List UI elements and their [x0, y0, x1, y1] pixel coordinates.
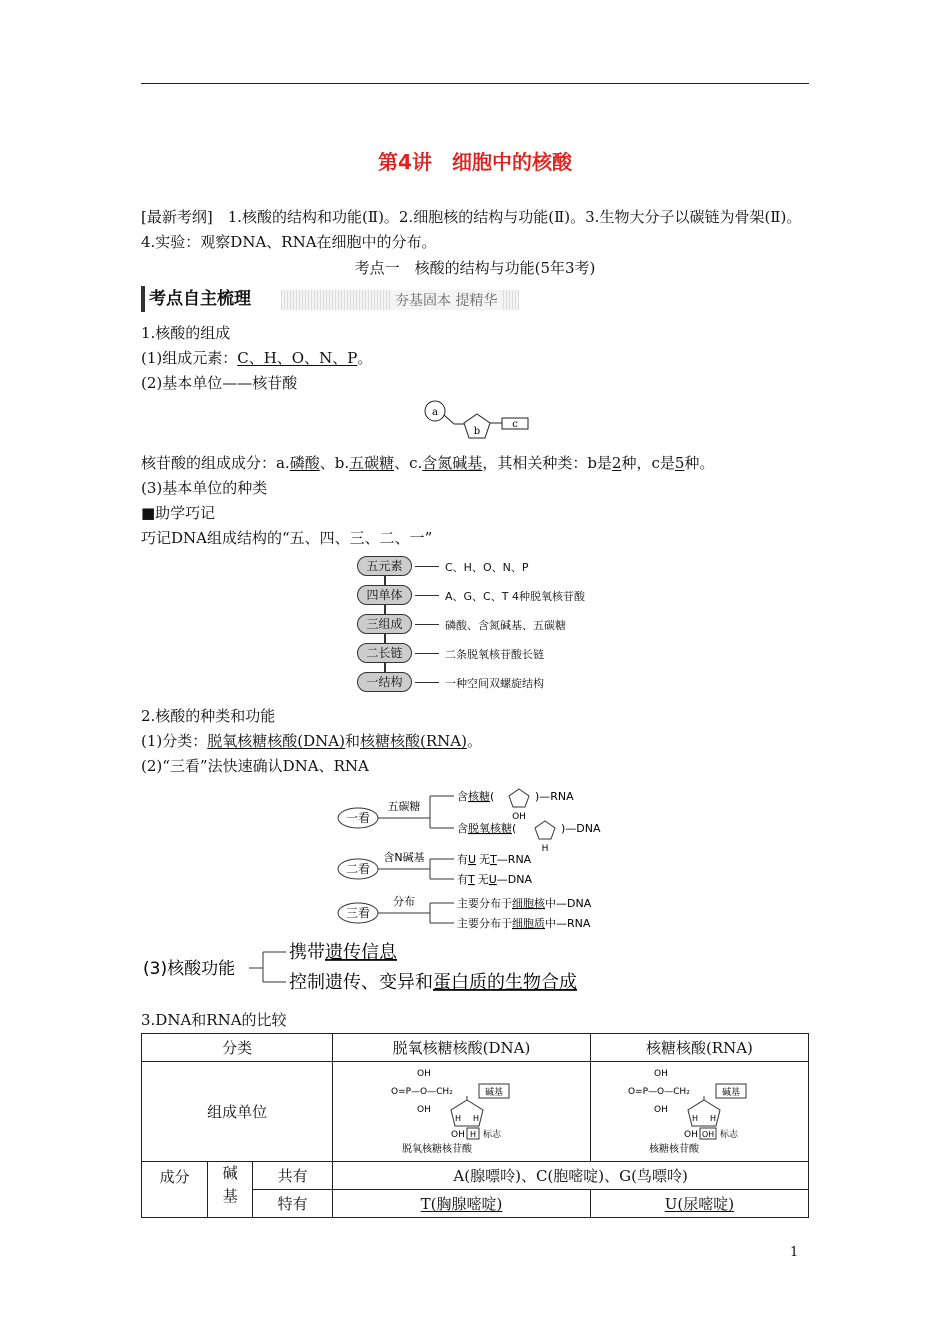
branch3: 分布 [393, 895, 415, 908]
page-number: 1 [790, 1245, 799, 1260]
mnemonic-pill-1: 五元素 [357, 556, 412, 576]
mnemonic-diagram [355, 556, 615, 696]
nucleotide-diagram [420, 398, 532, 444]
dna-specific-text: T(胸腺嘧啶) [420, 1195, 503, 1213]
rna-oh-top: OH [654, 1068, 669, 1079]
look1: 一看 [345, 811, 371, 825]
th-dna: 脱氧核糖核酸(DNA) [333, 1034, 591, 1062]
rna-oh-ring: OH [684, 1129, 699, 1140]
dna-base-label: 碱基 [484, 1087, 503, 1098]
mnemonic-heading: ■助学巧记 [141, 504, 216, 522]
mnemonic-text-4: 二条脱氧核苷酸长链 [445, 648, 544, 661]
dna-oh-ring: OH [450, 1129, 465, 1140]
rna-specific [590, 1190, 808, 1218]
mnemonic-text-3: 磷酸、含氮碱基、五碳糖 [445, 619, 566, 632]
s2-three-look: (2)“三看”法快速确认DNA、RNA [141, 757, 369, 775]
r1b-end: )—DNA [561, 822, 601, 835]
label-a: a [432, 407, 438, 418]
deoxyribose-icon [535, 821, 555, 839]
r2b: 有T 无U—DNA [457, 873, 533, 886]
r1a: 含核糖( [457, 790, 495, 803]
branch2: 含N碱基 [383, 851, 425, 864]
mnemonic-link-5 [415, 682, 439, 683]
mnemonic-intro: 巧记DNA组成结构的“五、四、三、二、一” [141, 529, 433, 547]
mnemonic-pill-5: 一结构 [357, 672, 412, 692]
mnemonic-link-2 [415, 595, 439, 596]
rna-p-chain: O=P—O—CH₂ [628, 1086, 691, 1097]
dna-mark-label: 标志 [482, 1129, 501, 1140]
s1-elements: (1)组成元素：C、H、O、N、P。 [141, 349, 373, 367]
dna-nucleotide-structure [387, 1064, 537, 1156]
component-label: 成分 [142, 1162, 208, 1218]
dna-oh-top: OH [416, 1068, 431, 1079]
dna-p-chain: O=P—O—CH₂ [390, 1086, 453, 1097]
rna-mark-label: 标志 [720, 1129, 739, 1140]
base-col-label [208, 1162, 253, 1218]
mnemonic-pill-4: 二长链 [357, 643, 412, 663]
bond-a-b [444, 415, 454, 424]
common-label: 共有 [253, 1162, 333, 1190]
mnemonic-link-1 [415, 566, 439, 567]
rna-caption: 核糖核苷酸 [649, 1143, 700, 1155]
dna-mark-h: H [469, 1129, 476, 1139]
r3a: 主要分布于细胞核中—DNA [457, 897, 592, 910]
ribose-icon [509, 789, 529, 807]
rna-mark-oh: OH [702, 1129, 715, 1139]
mnemonic-text-2: A、G、C、T 4种脱氧核苷酸 [445, 590, 585, 603]
dna-h1: H [454, 1113, 461, 1123]
mnemonic-pill-2: 四单体 [357, 585, 412, 605]
specific-label: 特有 [253, 1190, 333, 1218]
exam-outline: [最新考纲] 1.核酸的结构和功能(Ⅱ)。2.细胞核的结构与功能(Ⅱ)。3.生物大分子以碳链为骨架(Ⅱ)。4.实验：观察DNA、RNA在细胞中的分布。 [141, 208, 802, 251]
r3b: 主要分布于细胞质中—RNA [457, 917, 591, 930]
common-value: A(腺嘌呤)、C(胞嘧啶)、G(鸟嘌呤) [333, 1162, 809, 1190]
r1b: 含脱氧核糖( [457, 822, 517, 835]
three-look-tree [330, 780, 630, 932]
s3-heading: 3.DNA和RNA的比较 [141, 1011, 287, 1029]
label-c: c [512, 419, 518, 430]
function-diagram [141, 936, 611, 998]
dna-caption: 脱氧核糖核苷酸 [401, 1143, 472, 1155]
s1-kinds: (3)基本单位的种类 [141, 479, 268, 497]
look2: 二看 [345, 862, 371, 876]
r1a-end: )—RNA [535, 790, 574, 803]
rna-base-label: 碱基 [722, 1087, 741, 1098]
rna-specific-text: U(尿嘧啶) [664, 1195, 735, 1213]
dna-h2: H [472, 1113, 479, 1123]
mnemonic-link-3 [415, 624, 439, 625]
unit-label: 组成单位 [142, 1062, 333, 1162]
r1a-oh: OH [512, 812, 526, 822]
elements-answer: C、H、O、N、P [237, 349, 358, 367]
rna-oh-bottom: OH [654, 1104, 669, 1115]
s1-unit: (2)基本单位——核苷酸 [141, 374, 298, 392]
header-rule [141, 83, 809, 84]
s2-classify: (1)分类：脱氧核糖核酸(DNA)和核糖核酸(RNA)。 [141, 732, 482, 750]
branch1: 五碳糖 [387, 800, 421, 813]
base-col-text: 碱基 [220, 1164, 239, 1211]
s2-heading: 2.核酸的种类和功能 [141, 707, 276, 725]
label-b: b [473, 426, 481, 437]
banner-sub: 夯基固本 提精华 [391, 290, 501, 310]
dna-structure-cell [333, 1062, 591, 1162]
mnemonic-text-1: C、H、O、N、P [445, 561, 529, 574]
th-class: 分类 [142, 1034, 333, 1062]
function-2: 控制遗传、变异和蛋白质的生物合成 [289, 972, 577, 993]
dna-specific [333, 1190, 591, 1218]
r2a: 有U 无T—RNA [457, 853, 532, 866]
mnemonic-link-4 [415, 653, 439, 654]
rna-nucleotide-structure [624, 1064, 774, 1156]
dna-rna-table [141, 1033, 809, 1218]
mnemonic-text-5: 一种空间双螺旋结构 [445, 677, 544, 690]
mnemonic-pill-3: 三组成 [357, 614, 412, 634]
rna-h1: H [692, 1113, 699, 1123]
topic-heading: 考点一 核酸的结构与功能(5年3考) [354, 259, 596, 277]
function-1: 携带遗传信息 [289, 942, 397, 963]
dna-oh-bottom: OH [416, 1104, 431, 1115]
section-banner [141, 286, 519, 312]
r1b-h: H [541, 844, 549, 854]
banner-main: 考点自主梳理 [141, 286, 277, 312]
nucleotide-composition: 核苷酸的组成成分：a.磷酸、b.五碳糖、c.含氮碱基，其相关种类：b是2种，c是5种。 [141, 454, 715, 472]
rna-structure-cell [590, 1062, 808, 1162]
page-title: 第4讲 细胞中的核酸 [378, 150, 572, 174]
function-label: (3)核酸功能 [143, 959, 236, 979]
th-rna: 核糖核酸(RNA) [590, 1034, 808, 1062]
look3: 三看 [345, 906, 371, 920]
rna-h2: H [710, 1113, 717, 1123]
s1-heading: 1.核酸的组成 [141, 324, 231, 342]
